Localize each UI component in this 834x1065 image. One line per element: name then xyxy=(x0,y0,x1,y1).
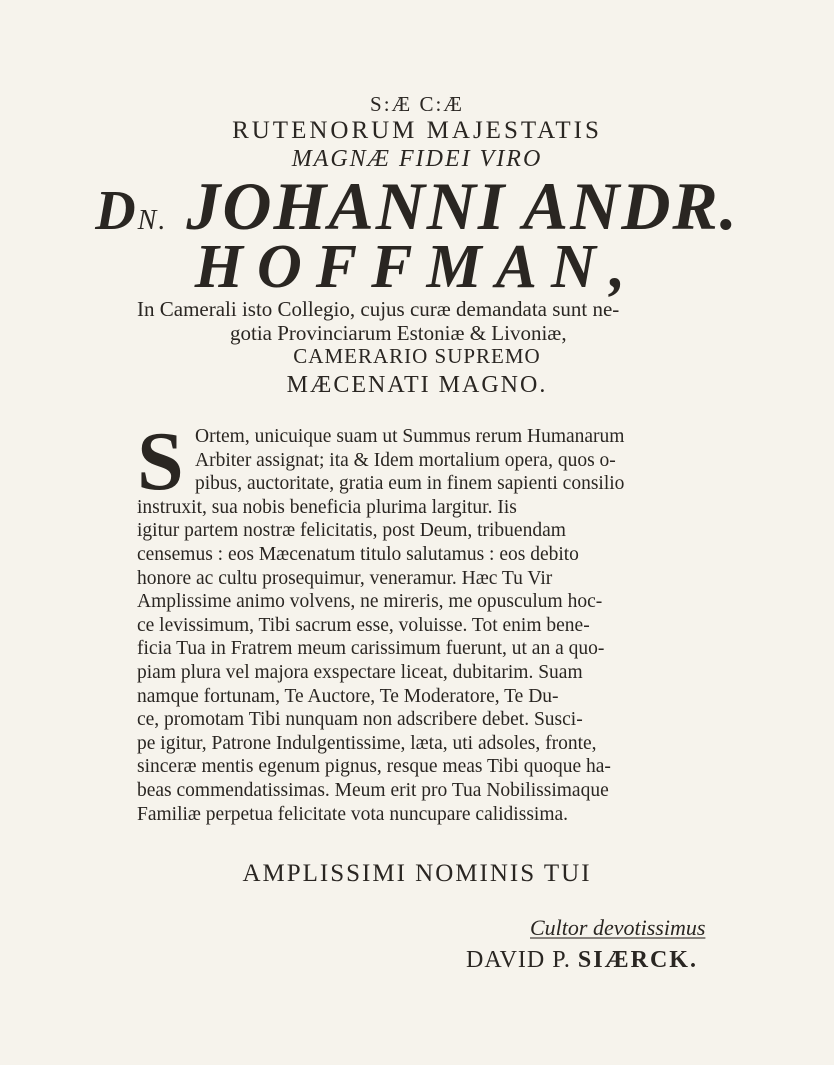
signature xyxy=(466,947,698,974)
body-line: Amplissime animo volvens, ne mireris, me opusculum hoc- xyxy=(137,591,603,613)
body-line: Arbiter assignat; ita & Idem mortalium opera, quos o- xyxy=(195,449,616,471)
closing-cultor: Cultor devotissimus xyxy=(530,915,706,940)
body-line: igitur partem nostræ felicitatis, post Deum, tribuendam xyxy=(137,520,566,542)
subheader-line-1: In Camerali isto Collegio, cujus curæ demandata sunt ne- xyxy=(137,297,620,321)
body-paragraph xyxy=(137,425,787,826)
heading-rutenorum: RUTENORUM MAJESTATIS xyxy=(232,117,602,144)
subheader-line-2: gotia Provinciarum Estoniæ & Livoniæ, xyxy=(230,321,567,345)
body-line: pibus, auctoritate, gratia eum in finem sapienti consilio xyxy=(195,473,625,495)
closing-amplissimi: AMPLISSIMI NOMINIS TUI xyxy=(242,860,592,887)
signature-surname: SIÆRCK. xyxy=(577,947,698,973)
body-line: beas commendatissimas. Meum erit pro Tua Nobilissimaque xyxy=(137,779,609,801)
heading-name-johanni xyxy=(0,168,834,244)
heading-dn: DN. xyxy=(95,180,168,242)
body-line: ficia Tua in Fratrem meum carissimum fuerunt, ut an a quo- xyxy=(137,638,605,660)
heading-name-text: JOHANNI ANDR. xyxy=(186,168,739,244)
body-line: honore ac cultu prosequimur, veneramur. Hæc Tu Vir xyxy=(137,567,553,589)
subheader-line-4: MÆCENATI MAGNO. xyxy=(286,372,548,398)
heading-name-hoffman: HOFFMAN, xyxy=(194,233,640,301)
body-line: Familiæ perpetua felicitate vota nuncupare calidissima. xyxy=(137,803,569,825)
signature-name: DAVID P. xyxy=(466,947,571,973)
body-line: censemus : eos Mæcenatum titulo salutamus : eos debito xyxy=(137,543,579,565)
body-line: namque fortunam, Te Auctore, Te Moderatore, Te Du- xyxy=(137,685,559,707)
body-line: ce levissimum, Tibi sacrum esse, voluisse. Tot enim bene- xyxy=(137,614,590,636)
body-line: pe igitur, Patrone Indulgentissime, læta, uti adsoles, fronte, xyxy=(137,732,597,754)
heading-magnae-fidei: MAGNÆ FIDEI VIRO xyxy=(291,146,543,172)
body-line: piam plura vel majora exspectare liceat, dubitarim. Suam xyxy=(137,661,583,683)
heading-abbrev: S:Æ C:Æ xyxy=(370,92,464,116)
body-line: ce, promotam Tibi nunquam non adscribere debet. Susci- xyxy=(137,709,583,731)
drop-cap: S xyxy=(137,415,184,508)
body-line: instruxit, sua nobis beneficia plurima largitur. Iis xyxy=(137,496,517,518)
body-line: sinceræ mentis egenum pignus, resque meas Tibi quoque ha- xyxy=(137,756,611,778)
subheader-line-3: CAMERARIO SUPREMO xyxy=(293,344,541,368)
body-line: Ortem, unicuique suam ut Summus rerum Humanarum xyxy=(195,426,625,447)
